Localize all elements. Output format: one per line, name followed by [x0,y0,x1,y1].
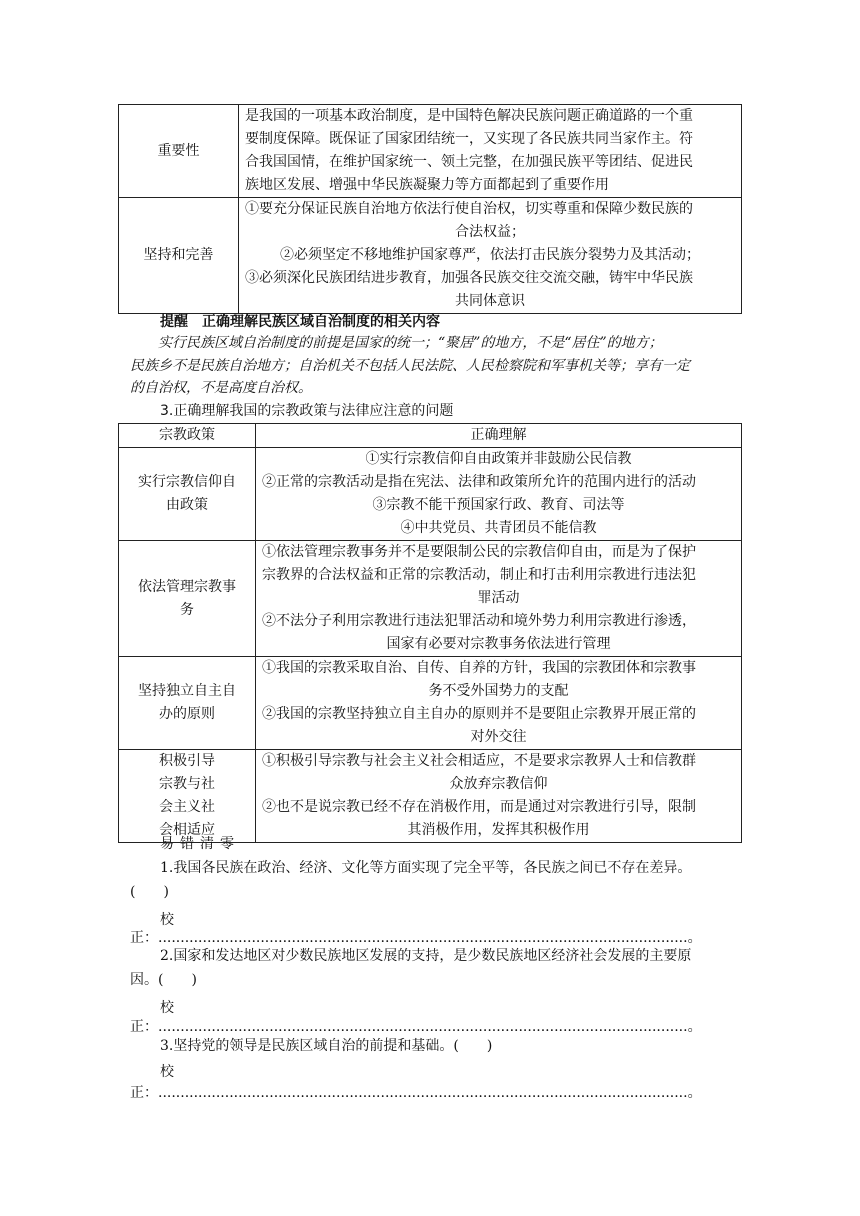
column-header: 宗教政策 [119,424,256,448]
row-content [256,750,742,843]
tip-body [130,332,742,400]
text-line: 众放弃宗教信仰 [449,776,548,792]
text-line: ②不法分子利用宗教进行违法犯罪活动和境外势力利用宗教进行渗透， [262,613,696,629]
tip-line: 民族乡不是民族自治地方；自治机关不包括人民法院、人民检察院和军事机关等；享有一定 [130,357,690,374]
text-line: ①实行宗教信仰自由政策并非鼓励公民信教 [365,451,632,467]
text-line: 共同体意识 [455,293,525,309]
label-line: 实行宗教信仰自 [138,474,236,490]
row-label [119,750,256,843]
tip-title: 正确理解民族区域自治制度的相关内容 [202,314,440,330]
text-line: ③宗教不能干预国家行政、教育、司法等 [372,497,625,513]
text-line: ①积极引导宗教与社会主义社会相适应，不是要求宗教界人士和信教群 [262,753,696,769]
correction-line[interactable] [130,1082,750,1102]
row-content [256,541,742,657]
tip-line: 实行民族区域自治制度的前提是国家的统一；“聚居”的地方，不是“居住”的地方； [158,335,663,351]
correction-dots: ....................................................................................................................... [158,930,688,946]
text-line: 对外交往 [470,729,527,745]
answer-bracket[interactable]: ( ) [130,884,169,900]
correction-end: 。 [687,930,702,946]
label-line: 依法管理宗教事 [138,578,236,595]
row-content [256,657,742,750]
tip-line: 的自治权，不是高度自治权。 [130,380,312,396]
tip-heading [160,311,440,331]
text-line: 国家有必要对宗教事务依法进行管理 [386,636,611,652]
label-line: 会主义社 [159,799,215,815]
text-line: 罪活动 [477,590,520,606]
table-religion-policy [118,423,742,843]
text-line: ④中共党员、共青团员不能信教 [400,520,597,536]
table-row [119,105,742,198]
row-label: 坚持和完善 [119,198,239,314]
text-line: ①要充分保证民族自治地方依法行使自治权，切实尊重和保障少数民族的 [245,201,693,217]
text-line: 合我国国情，在维护国家统一、领土完整，在加强民族平等团结、促进民 [245,154,693,170]
text-line: 合法权益； [455,224,525,240]
text-line: ①依法管理宗教事务并不是要限制公民的宗教信仰自由，而是为了保护 [262,544,696,560]
row-label: 重要性 [119,105,239,198]
row-label [119,657,256,750]
correction-prefix: 正： [130,1085,158,1101]
text-line: ②也不是说宗教已经不存在消极作用，而是通过对宗教进行引导，限制 [262,799,696,815]
question-item [130,856,742,932]
row-content [239,198,742,314]
label-line: 会相适应 [159,822,215,838]
correction-end: 。 [687,1085,702,1101]
tip-label: 提醒 [160,314,188,330]
answer-bracket[interactable]: 因。( ) [130,972,197,988]
question-item [130,1034,742,1084]
correction-prefix: 正： [130,930,158,946]
row-label [119,448,256,541]
table-autonomy-system [118,104,742,314]
correction-end: 。 [687,1019,702,1035]
question-text: 1.我国各民族在政治、经济、文化等方面实现了完全平等，各民族之间已不存在差异。 [160,860,692,876]
column-header: 正确理解 [256,424,742,448]
correction-line[interactable] [130,1016,750,1036]
label-line: 宗教与社 [159,776,215,792]
text-line: 要制度保障。既保证了国家团结统一，又实现了各民族共同当家作主。符 [245,131,693,147]
row-content [256,448,742,541]
correction-label: 校 [160,1000,174,1016]
table-row [119,541,742,657]
text-line: ①我国的宗教采取自治、自传、自养的方针，我国的宗教团体和宗教事 [262,660,696,676]
text-line: ②我国的宗教坚持独立自主自办的原则并不是要阻止宗教界开展正常的 [262,706,696,722]
text-line: 是我国的一项基本政治制度，是中国特色解决民族问题正确道路的一个重 [245,108,693,124]
label-line: 积极引导 [159,753,215,769]
label-line: 坚持独立自主自 [138,683,236,699]
table-row [119,448,742,541]
section-title: 3.正确理解我国的宗教政策与法律应注意的问题 [160,403,454,419]
label-line: 办的原则 [159,706,215,722]
text-line: ②正常的宗教活动是指在宪法、法律和政策所允许的范围内进行的活动 [262,474,696,490]
correction-label: 校 [160,1064,174,1080]
table-row [119,750,742,843]
table-row [119,657,742,750]
section-title-yicuo: 易错清零 [160,836,240,852]
correction-prefix: 正： [130,1019,158,1035]
question-item [130,944,742,1020]
label-line: 由政策 [166,497,208,513]
question-text: 3.坚持党的领导是民族区域自治的前提和基础。( ) [160,1038,493,1054]
row-content [239,105,742,198]
row-label [119,541,256,657]
text-line: 其消极作用，发挥其积极作用 [407,822,590,838]
correction-label: 校 [160,912,174,928]
text-line: 宗教界的合法权益和正常的宗教活动，制止和打击利用宗教进行违法犯 [262,567,696,583]
correction-dots: ....................................................................................................................... [158,1085,688,1101]
text-line: 族地区发展、增强中华民族凝聚力等方面都起到了重要作用 [245,177,609,193]
table-header-row [119,424,742,448]
text-line: 务不受外国势力的支配 [428,683,569,699]
correction-dots: ....................................................................................................................... [158,1019,688,1035]
label-line: 务 [180,601,194,618]
text-line: ②必须坚定不移地维护国家尊严，依法打击民族分裂势力及其活动； [280,247,700,263]
text-line: ③必须深化民族团结进步教育，加强各民族交往交流交融，铸牢中华民族 [245,270,693,286]
question-text: 2.国家和发达地区对少数民族地区发展的支持，是少数民族地区经济社会发展的主要原 [160,948,692,964]
table-row [119,198,742,314]
